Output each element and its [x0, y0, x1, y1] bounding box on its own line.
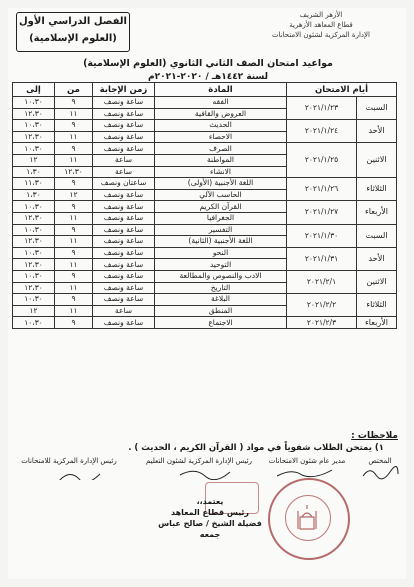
exam-duration: ساعة — [93, 305, 155, 317]
org-department: الإدارة المركزية لشئون الامتحانات — [272, 31, 370, 39]
exam-day: الأربعاء — [357, 317, 397, 329]
signature-label: رئيس الإدارة المركزية لشئون التعليم — [145, 457, 253, 465]
signature-scrawl-icon — [8, 466, 130, 480]
document-title: مواعيد امتحان الصف الثاني الثانوي (العلوم الإسلامية) — [83, 58, 333, 69]
exam-end-time: ١٠،٣٠ — [13, 224, 55, 236]
exam-duration: ساعة ونصف — [93, 108, 155, 120]
exam-start-time: ٩ — [55, 247, 93, 259]
exam-start-time: ١١ — [55, 108, 93, 120]
exam-subject: التوحيد — [155, 259, 287, 271]
exam-date: ٢٠٢١/١/٣٠ — [287, 224, 357, 247]
exam-subject: النحو — [155, 247, 287, 259]
signature-scrawl-icon — [140, 466, 258, 480]
header-subject: المادة — [155, 83, 287, 97]
exam-duration: ساعة ونصف — [93, 143, 155, 155]
table-header-row — [13, 83, 397, 97]
exam-subject: البلاغة — [155, 294, 287, 306]
mosque-emblem-icon — [296, 503, 318, 531]
signature-exams-director — [262, 457, 352, 480]
exam-day: الأحد — [357, 120, 397, 143]
exam-duration: ساعتان ونصف — [93, 178, 155, 190]
exam-start-time: ٩ — [55, 97, 93, 109]
table-row — [13, 294, 397, 306]
exam-duration: ساعة — [93, 166, 155, 178]
exam-subject: الاجتماع — [155, 317, 287, 329]
exam-duration: ساعة ونصف — [93, 247, 155, 259]
exam-day: السبت — [357, 97, 397, 120]
signature-scrawl-icon — [360, 466, 400, 480]
exam-end-time: ١١،٣٠ — [13, 178, 55, 190]
exam-date: ٢٠٢١/١/٢٤ — [287, 120, 357, 143]
notes-heading: ملاحظات : — [351, 431, 398, 441]
approval-name: فضيلة الشيخ / صالح عباس جمعه — [158, 519, 262, 539]
exam-duration: ساعة ونصف — [93, 97, 155, 109]
header-duration: زمن الإجابة — [93, 83, 155, 97]
exam-date: ٢٠٢١/١/٢٦ — [287, 178, 357, 201]
table-row — [13, 143, 397, 155]
exam-end-time: ١٢،٣٠ — [13, 282, 55, 294]
table-row — [13, 97, 397, 109]
approval-block — [150, 496, 270, 540]
table-row — [13, 270, 397, 282]
exam-date: ٢٠٢١/٢/٢ — [287, 294, 357, 317]
exam-end-time: ١٠،٣٠ — [13, 270, 55, 282]
exam-subject: الاحصاء — [155, 131, 287, 143]
exam-duration: ساعة ونصف — [93, 212, 155, 224]
exam-subject: الجغرافيا — [155, 212, 287, 224]
exam-subject: القرآن الكريم — [155, 201, 287, 213]
exam-start-time: ٩ — [55, 270, 93, 282]
signature-label: مدير عام شئون الامتحانات — [268, 457, 346, 465]
exam-duration: ساعة ونصف — [93, 259, 155, 271]
exam-day: الثلاثاء — [357, 294, 397, 317]
exam-duration: ساعة ونصف — [93, 131, 155, 143]
exam-subject: الفقه — [155, 97, 287, 109]
signature-exams-head — [8, 457, 130, 480]
exam-subject: الحاسب الآلي — [155, 189, 287, 201]
exam-start-time: ٩ — [55, 224, 93, 236]
exam-start-time: ٩ — [55, 317, 93, 329]
exam-start-time: ١١ — [55, 282, 93, 294]
header-from: من — [55, 83, 93, 97]
exam-duration: ساعة ونصف — [93, 189, 155, 201]
exam-end-time: ١٢،٣٠ — [13, 236, 55, 248]
exam-end-time: ١٠،٣٠ — [13, 247, 55, 259]
exam-duration: ساعة ونصف — [93, 282, 155, 294]
exam-start-time: ٩ — [55, 143, 93, 155]
exam-day: الثلاثاء — [357, 178, 397, 201]
organization-header — [246, 10, 396, 40]
org-name: الأزهر الشريف — [299, 11, 343, 19]
exam-start-time: ٩ — [55, 120, 93, 132]
exam-duration: ساعة ونصف — [93, 294, 155, 306]
header-to: إلى — [13, 83, 55, 97]
exam-duration: ساعة ونصف — [93, 236, 155, 248]
exam-duration: ساعة ونصف — [93, 224, 155, 236]
exam-start-time: ١١ — [55, 259, 93, 271]
exam-day: الأربعاء — [357, 201, 397, 224]
exam-start-time: ١١ — [55, 305, 93, 317]
exam-day: الأحد — [357, 247, 397, 270]
schedule-body — [13, 97, 397, 329]
exam-end-time: ١٠،٣٠ — [13, 294, 55, 306]
signature-label: رئيس الإدارة المركزية للامتحانات — [21, 457, 117, 465]
semester-division: (العلوم الإسلامية) — [29, 33, 117, 44]
exam-subject: التفسير — [155, 224, 287, 236]
exam-end-time: ١٢،٣٠ — [13, 108, 55, 120]
exam-subject: اللغة الأجنبية (الثانية) — [155, 236, 287, 248]
exam-subject: الحديث — [155, 120, 287, 132]
exam-end-time: ١٢ — [13, 305, 55, 317]
header-days: أيام الامتحان — [287, 83, 397, 97]
semester-label: الفصل الدراسي الأول — [19, 16, 127, 27]
exam-end-time: ١٢،٣٠ — [13, 259, 55, 271]
exam-date: ٢٠٢١/١/٢٥ — [287, 143, 357, 178]
exam-end-time: ١،٣٠ — [13, 189, 55, 201]
exam-start-time: ٩ — [55, 201, 93, 213]
exam-subject: المنطق — [155, 305, 287, 317]
exam-start-time: ١١ — [55, 212, 93, 224]
exam-duration: ساعة ونصف — [93, 270, 155, 282]
exam-duration: ساعة ونصف — [93, 317, 155, 329]
exam-start-time: ١١ — [55, 154, 93, 166]
exam-start-time: ٩ — [55, 178, 93, 190]
table-row — [13, 120, 397, 132]
exam-duration: ساعة ونصف — [93, 120, 155, 132]
exam-end-time: ١٢،٣٠ — [13, 131, 55, 143]
exam-date: ٢٠٢١/٢/١ — [287, 270, 357, 293]
exam-end-time: ١٠،٣٠ — [13, 201, 55, 213]
document-year: لسنة ١٤٤٢هـ / ٢٠٢٠-٢٠٢١م — [148, 72, 268, 82]
table-row — [13, 178, 397, 190]
exam-subject: التاريخ — [155, 282, 287, 294]
table-row — [13, 224, 397, 236]
exam-subject: العروض والقافية — [155, 108, 287, 120]
exam-date: ٢٠٢١/١/٣١ — [287, 247, 357, 270]
exam-duration: ساعة ونصف — [93, 201, 155, 213]
signature-specialist — [360, 457, 400, 480]
exam-start-time: ١١ — [55, 131, 93, 143]
exam-end-time: ١٢ — [13, 154, 55, 166]
exam-end-time: ١٠،٣٠ — [13, 97, 55, 109]
signature-education-head — [140, 457, 258, 480]
table-row — [13, 201, 397, 213]
exam-duration: ساعة — [93, 154, 155, 166]
approval-title: رئيس قطاع المعاهد — [170, 508, 250, 517]
exam-end-time: ١٠،٣٠ — [13, 120, 55, 132]
exam-end-time: ١٠،٣٠ — [13, 317, 55, 329]
exam-schedule-table — [12, 82, 397, 329]
table-row — [13, 317, 397, 329]
exam-date: ٢٠٢١/٢/٣ — [287, 317, 357, 329]
exam-start-time: ١٢،٣٠ — [55, 166, 93, 178]
exam-subject: الصرف — [155, 143, 287, 155]
semester-box — [16, 12, 130, 52]
exam-date: ٢٠٢١/١/٢٧ — [287, 201, 357, 224]
exam-date: ٢٠٢١/١/٢٣ — [287, 97, 357, 120]
exam-end-time: ١٠،٣٠ — [13, 143, 55, 155]
note-item: ١) يمتحن الطلاب شفوياً في مواد ( القرآن الكريم ، الحديث ) . — [128, 443, 384, 453]
exam-end-time: ١٢،٣٠ — [13, 212, 55, 224]
exam-start-time: ١٢ — [55, 189, 93, 201]
exam-day: الاثنين — [357, 270, 397, 293]
exam-subject: المواطنة — [155, 154, 287, 166]
exam-day: الاثنين — [357, 143, 397, 178]
exam-subject: اللغة الأجنبية (الأولى) — [155, 178, 287, 190]
org-sector: قطاع المعاهد الأزهرية — [289, 21, 353, 29]
exam-start-time: ١١ — [55, 236, 93, 248]
table-row — [13, 247, 397, 259]
exam-subject: الانشاء — [155, 166, 287, 178]
exam-end-time: ١،٣٠ — [13, 166, 55, 178]
signature-label: المختص — [368, 457, 392, 465]
exam-day: السبت — [357, 224, 397, 247]
exam-subject: الادب والنصوص والمطالعة — [155, 270, 287, 282]
approval-line: يعتمد،، — [196, 497, 224, 506]
exam-start-time: ٩ — [55, 294, 93, 306]
